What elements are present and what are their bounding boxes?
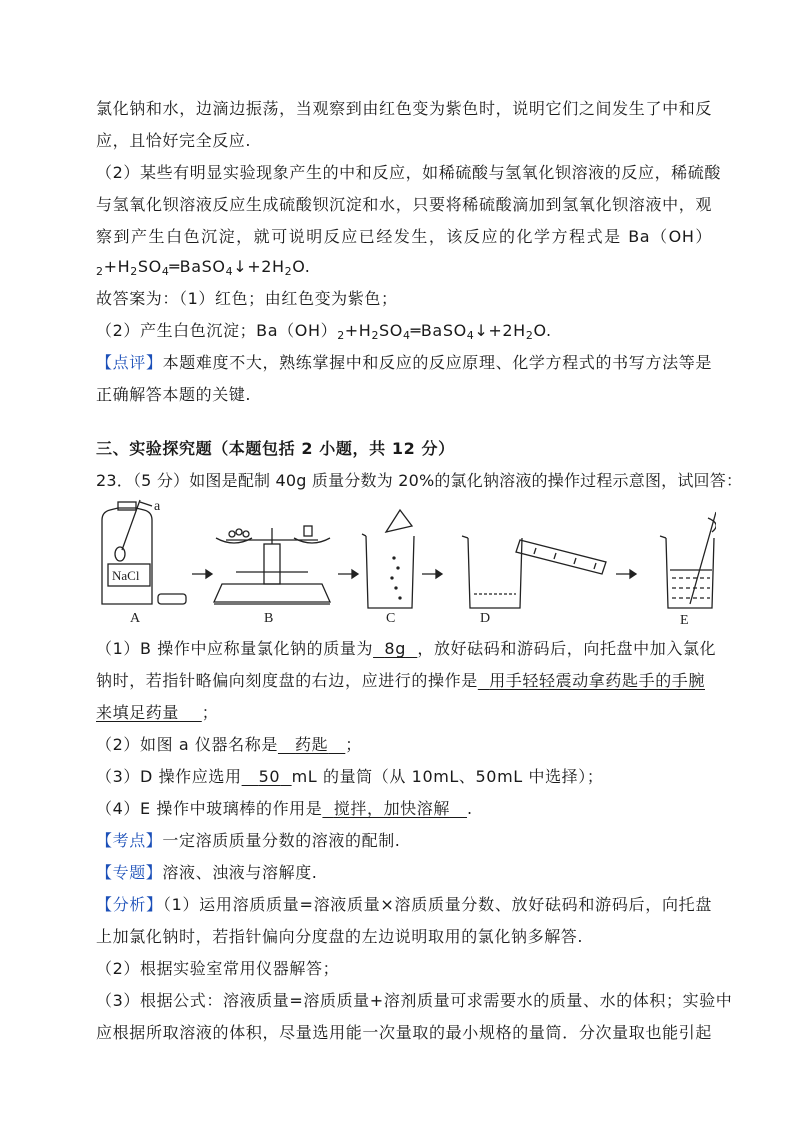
balance-icon (214, 526, 330, 626)
question-line: （4）E 操作中玻璃棒的作用是 搅拌，加快溶解 . (96, 799, 473, 818)
label-B: B (264, 611, 274, 626)
arrow-icon (616, 570, 636, 578)
answer-blank: 来填足药量 (96, 703, 180, 722)
fenxi-line: 上加氯化钠时，若指针偏向分度盘的左边说明取用的氯化钠多解答. (96, 927, 584, 946)
question-line: （2）如图 a 仪器名称是 药匙 ； (96, 735, 362, 754)
reagent-bottle-icon (102, 499, 186, 626)
section-heading: 三、实验探究题（本题包括 2 小题，共 12 分） (96, 439, 455, 458)
question-stem: 23．（5 分）如图是配制 40g 质量分数为 20%的氯化钠溶液的操作过程示意图，试回答： (96, 471, 743, 490)
review-line: 正确解答本题的关键. (96, 385, 252, 404)
paragraph-line: 察到产生白色沉淀，就可说明反应已经发生，该反应的化学方程式是 Ba（OH） (96, 227, 712, 246)
question-line: （1）B 操作中应称量氯化钠的质量为 8g ，放好砝码和游码后，向托盘中加入氯化 (96, 639, 717, 658)
answer-blank: 8g (384, 639, 406, 658)
zhuanti-line: 【专题】溶液、浊液与溶解度. (96, 863, 318, 882)
paragraph-line: 与氢氧化钡溶液反应生成硫酸钡沉淀和水，只要将稀硫酸滴加到氢氧化钡溶液中，观 (96, 195, 712, 214)
arrow-icon (422, 570, 442, 578)
bottle-label: NaCl (112, 568, 140, 583)
paragraph-line: 应，且恰好完全反应. (96, 131, 252, 150)
label-C: C (386, 611, 396, 626)
cylinder-pour-icon (462, 536, 606, 626)
beaker-icon (362, 510, 414, 626)
label-A: A (130, 611, 141, 626)
answer-blank: 搅拌，加快溶解 (333, 799, 450, 818)
equation-line: $_2+H_2SO_4═BaSO_4↓+2H_2O$. (96, 257, 311, 278)
answer-blank: 用手轻轻震动拿药匙手的手腕 (489, 671, 705, 690)
experiment-figure (96, 498, 716, 626)
label-a: a (154, 499, 161, 514)
arrow-icon (338, 570, 358, 578)
label-D: D (480, 611, 491, 626)
paragraph-line: 氯化钠和水，边滴边振荡，当观察到由红色变为紫色时，说明它们之间发生了中和反 (96, 99, 712, 118)
paragraph-line: （2）某些有明显实验现象产生的中和反应，如稀硫酸与氢氧化钡溶液的反应，稀硫酸 (96, 163, 721, 182)
fenxi-line: 应根据所取溶液的体积，尽量选用能一次量取的最小规格的量筒．分次量取也能引起 (96, 1023, 712, 1042)
answer-blank: 50 (258, 767, 281, 786)
review-line: 【点评】本题难度不大，熟练掌握中和反应的反应原理、化学方程式的书写方法等是 (96, 353, 712, 372)
question-line: 来填足药量 ； (96, 703, 219, 722)
fenxi-line: 【分析】（1）运用溶质质量=溶液质量×溶质质量分数、放好砝码和游码后，向托盘 (96, 895, 712, 914)
fenxi-line: （3）根据公式：溶液质量=溶质质量+溶剂质量可求需要水的质量、水的体积；实验中 (96, 991, 733, 1010)
question-line: 钠时，若指针略偏向刻度盘的右边，应进行的操作是 用手轻轻震动拿药匙手的手腕 (96, 671, 705, 690)
label-E: E (680, 613, 689, 626)
review-tag: 【点评】 (96, 353, 163, 372)
answer-line: 故答案为：（1）红色；由红色变为紫色； (96, 289, 398, 308)
question-line: （3）D 操作应选用 50 mL 的量筒（从 10mL、50mL 中选择）； (96, 767, 604, 786)
kaodian-line: 【考点】一定溶质质量分数的溶液的配制. (96, 831, 401, 850)
arrow-icon (192, 570, 212, 578)
fenxi-line: （2）根据实验室常用仪器解答； (96, 959, 340, 978)
answer-blank: 药匙 (295, 735, 329, 754)
answer-line: （2）产生白色沉淀；$Ba(OH)_2+H_2SO_4═BaSO_4↓+2H_2O$. (96, 321, 552, 342)
stirring-beaker-icon (660, 512, 716, 626)
